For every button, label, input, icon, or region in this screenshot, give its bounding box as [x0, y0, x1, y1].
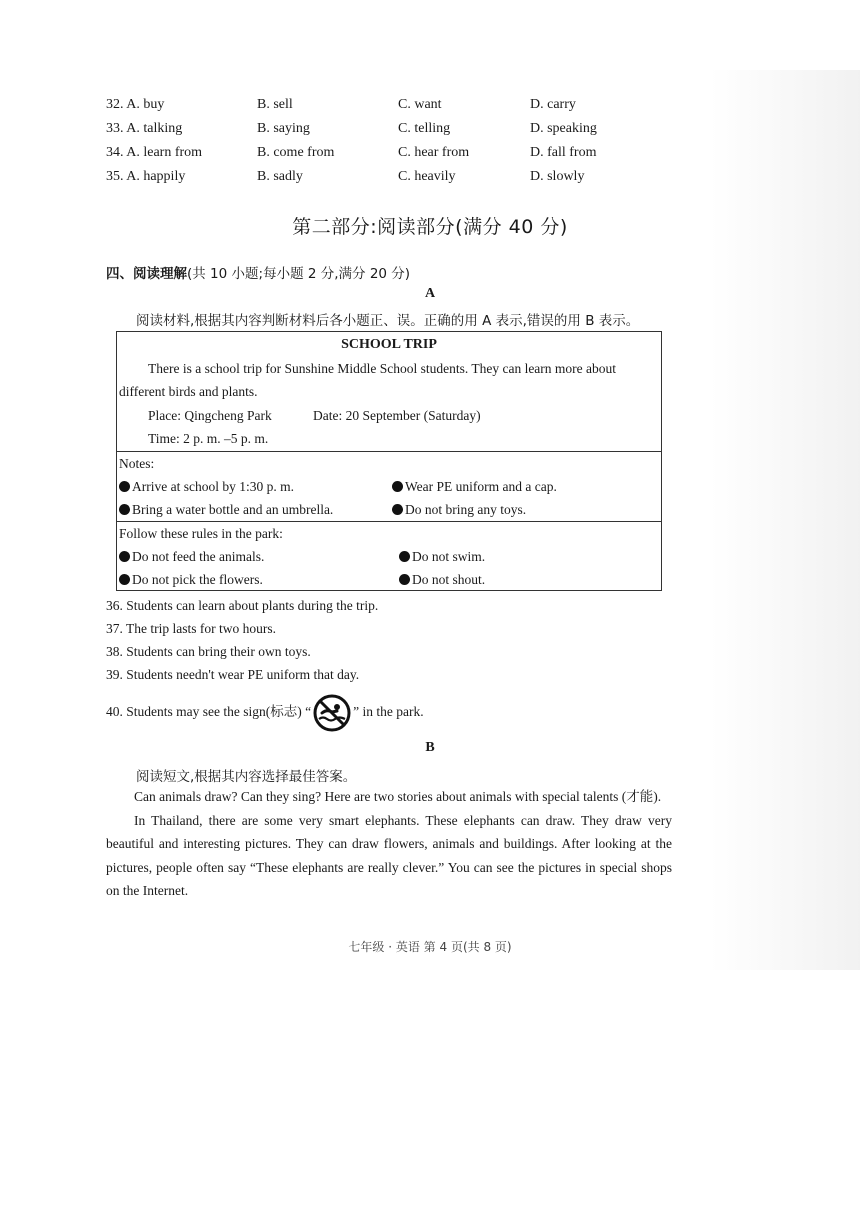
- note-text: Bring a water bottle and an umbrella.: [132, 502, 334, 517]
- note-text: Arrive at school by 1:30 p. m.: [132, 479, 294, 494]
- notice-intro-line1: There is a school trip for Sunshine Middle School students. They can learn more about: [148, 361, 617, 376]
- note-text: Do not bring any toys.: [405, 502, 527, 517]
- option-a: 35. A. happily: [106, 169, 186, 184]
- option-row-34: [106, 145, 666, 167]
- note-item: [119, 479, 294, 495]
- passage-b-text: [106, 785, 672, 903]
- rule-text: Do not shout.: [412, 572, 486, 587]
- passage-a-letter: A: [424, 286, 436, 301]
- question-36: 36. Students can learn about plants during the trip.: [106, 598, 379, 613]
- passage-b-instruction: 阅读短文,根据其内容选择最佳答案。: [136, 769, 357, 785]
- option-b: B. saying: [257, 121, 310, 136]
- school-trip-notice: [116, 331, 662, 591]
- rule-item: [399, 549, 485, 565]
- option-b: B. come from: [257, 145, 335, 160]
- divider: [117, 451, 661, 452]
- note-item: [392, 479, 557, 495]
- section-heading-suffix: (共 10 小题;每小题 2 分,满分 20 分): [187, 266, 411, 282]
- notice-place: Place: Qingcheng Park: [148, 408, 272, 423]
- option-row-35: [106, 169, 666, 191]
- section-heading-label: 四、阅读理解: [106, 266, 187, 282]
- divider: [117, 521, 661, 522]
- scan-bleed-through: [710, 70, 860, 970]
- note-text: Wear PE uniform and a cap.: [405, 479, 557, 494]
- option-b: B. sell: [257, 97, 293, 112]
- no-swimming-sign-icon: [313, 694, 351, 732]
- rule-item: [119, 572, 263, 588]
- question-39: 39. Students needn't wear PE uniform that day.: [106, 667, 360, 682]
- bullet-icon: [399, 574, 410, 585]
- option-a: 34. A. learn from: [106, 145, 203, 160]
- paragraph: In Thailand, there are some very smart elephants. These elephants can draw. They draw very beautiful and interesting pictures. They can draw flowers, animals and buildings. After looking at the pictures, people often say “These elephants are really clever.” You can see the pictures in special shops on the Internet.: [106, 812, 672, 898]
- option-row-33: [106, 121, 666, 143]
- bullet-icon: [119, 504, 130, 515]
- notice-title: SCHOOL TRIP: [341, 337, 437, 352]
- option-d: D. fall from: [530, 145, 597, 160]
- question-40-before: 40. Students may see the sign(标志) “: [106, 704, 312, 719]
- option-d: D. slowly: [530, 169, 585, 184]
- option-d: D. speaking: [530, 121, 597, 136]
- bullet-icon: [119, 481, 130, 492]
- option-b: B. sadly: [257, 169, 303, 184]
- part-title: 第二部分:阅读部分(满分 40 分): [292, 216, 568, 238]
- rule-text: Do not feed the animals.: [132, 549, 265, 564]
- bullet-icon: [119, 551, 130, 562]
- rule-text: Do not pick the flowers.: [132, 572, 263, 587]
- question-37: 37. The trip lasts for two hours.: [106, 621, 276, 636]
- option-c: C. heavily: [398, 169, 456, 184]
- passage-a-instruction: 阅读材料,根据其内容判断材料后各小题正、误。正确的用 A 表示,错误的用 B 表示。: [136, 313, 640, 329]
- notice-intro-line2: different birds and plants.: [119, 384, 258, 399]
- passage-b-letter: B: [425, 740, 435, 755]
- bullet-icon: [399, 551, 410, 562]
- option-a: 32. A. buy: [106, 97, 165, 112]
- option-c: C. telling: [398, 121, 451, 136]
- question-40-after: ” in the park.: [353, 704, 424, 719]
- bullet-icon: [392, 481, 403, 492]
- option-d: D. carry: [530, 97, 576, 112]
- note-item: [119, 502, 333, 518]
- option-c: C. want: [398, 97, 442, 112]
- bullet-icon: [392, 504, 403, 515]
- option-c: C. hear from: [398, 145, 470, 160]
- rules-label: Follow these rules in the park:: [119, 526, 283, 541]
- note-item: [392, 502, 526, 518]
- bullet-icon: [119, 574, 130, 585]
- section-heading: [106, 262, 410, 282]
- rule-text: Do not swim.: [412, 549, 486, 564]
- question-38: 38. Students can bring their own toys.: [106, 644, 311, 659]
- rule-item: [119, 549, 264, 565]
- notice-date: Date: 20 September (Saturday): [313, 408, 481, 423]
- page-footer: 七年级 · 英语 第 4 页(共 8 页): [348, 940, 512, 954]
- notes-label: Notes:: [119, 456, 155, 471]
- option-row-32: [106, 97, 666, 119]
- notice-time: Time: 2 p. m. –5 p. m.: [148, 431, 269, 446]
- paragraph: Can animals draw? Can they sing? Here are two stories about animals with special talents (才能).: [134, 789, 662, 804]
- question-40: [106, 693, 424, 732]
- rule-item: [399, 572, 485, 588]
- option-a: 33. A. talking: [106, 121, 183, 136]
